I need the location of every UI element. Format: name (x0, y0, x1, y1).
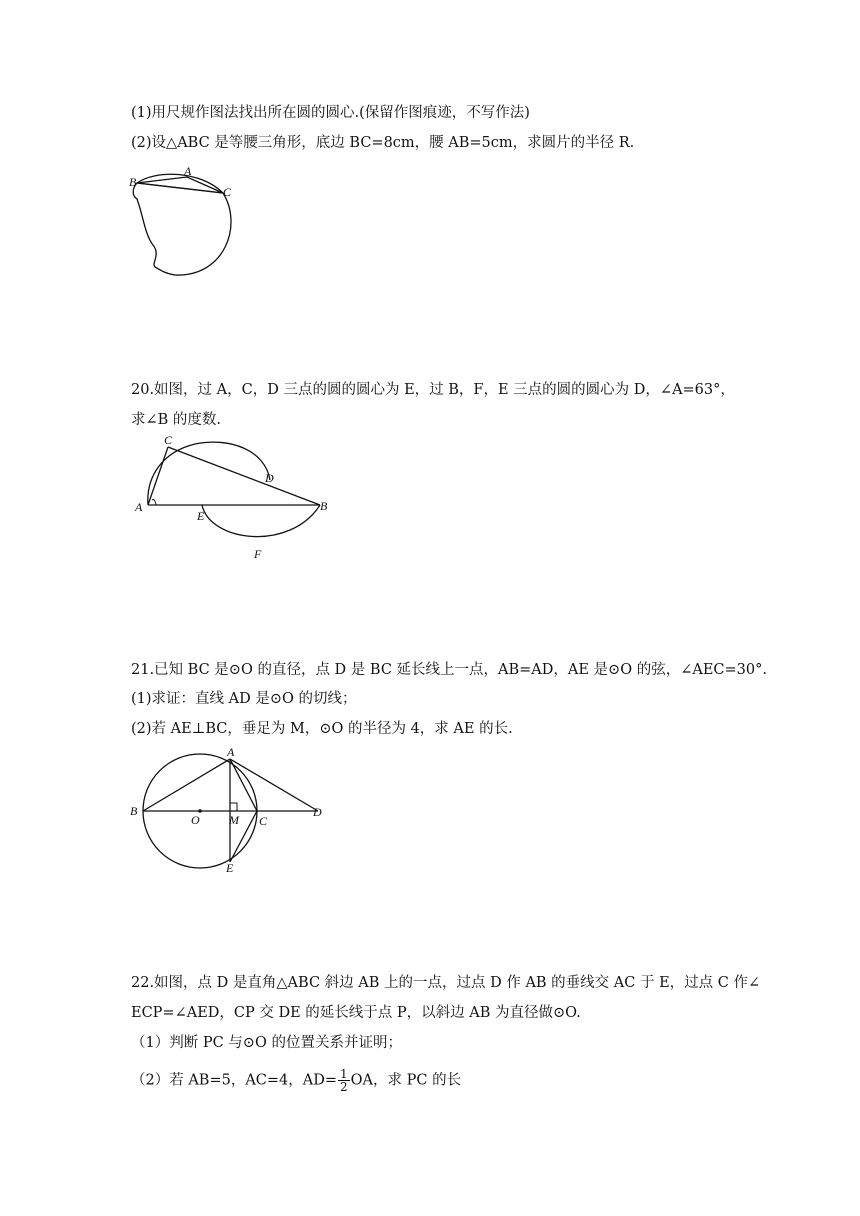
label-a: A (135, 500, 143, 514)
fraction-denominator: 2 (340, 1080, 348, 1094)
right-angle-mark (230, 803, 237, 811)
label-a: A (227, 745, 235, 759)
label-b: B (320, 499, 328, 513)
fraction-numerator: 1 (340, 1067, 348, 1081)
q19-part2: (2)设△ABC 是等腰三角形，底边 BC=8cm，腰 AB=5cm，求圆片的半径 R. (131, 135, 635, 151)
segment-cb (168, 447, 320, 505)
segment-ab (143, 759, 230, 811)
label-e: E (226, 861, 234, 875)
q22-part2-suffix: OA，求 PC 的长 (350, 1072, 462, 1089)
label-f: F (254, 547, 262, 561)
q22-line1: 22.如图，点 D 是直角△ABC 斜边 AB 上的一点，过点 D 作 AB 的垂线交 AC 于 E，过点 C 作∠ (131, 975, 761, 991)
label-b: B (129, 175, 137, 189)
q21-figure (125, 745, 335, 875)
label-e: E (197, 509, 205, 523)
q20-line1: 20.如图，过 A，C，D 三点的圆的圆心为 E，过 B，F，E 三点的圆的圆心为 D，∠A=63°， (131, 382, 735, 398)
q22-part2 (131, 1068, 461, 1093)
q19-part1: (1)用尺规作图法找出所在圆的圆心.(保留作图痕迹，不写作法) (131, 105, 530, 121)
fraction-one-half (338, 1068, 350, 1093)
chord-bc (137, 183, 223, 193)
segment-ac (148, 447, 168, 505)
label-a: A (184, 165, 192, 178)
q22-part2-prefix: （2）若 AB=5，AC=4，AD= (131, 1072, 338, 1089)
label-c: C (259, 814, 268, 828)
q19-figure (125, 165, 240, 285)
q21-part2: (2)若 AE⊥BC，垂足为 M，⊙O 的半径为 4，求 AE 的长. (131, 721, 513, 737)
label-c: C (164, 433, 173, 447)
label-o: O (191, 813, 200, 827)
q20-line2: 求∠B 的度数. (131, 412, 222, 428)
q22-line2: ECP=∠AED，CP 交 DE 的延长线于点 P，以斜边 AB 为直径做⊙O. (131, 1005, 581, 1021)
label-c: C (223, 185, 232, 199)
angle-a-mark (152, 500, 156, 505)
label-d: D (265, 471, 274, 485)
q21-line1: 21.已知 BC 是⊙O 的直径，点 D 是 BC 延长线上一点，AB=AD，AE 是⊙O 的弦，∠AEC=30°. (131, 662, 767, 678)
q22-part1: （1）判断 PC 与⊙O 的位置关系并证明； (131, 1035, 402, 1051)
q21-part1: (1)求证：直线 AD 是⊙O 的切线； (131, 691, 357, 707)
arc-ebf (202, 505, 320, 537)
label-d: D (313, 805, 322, 819)
q20-figure (130, 432, 340, 562)
label-b: B (130, 804, 138, 818)
label-m: M (229, 813, 239, 827)
